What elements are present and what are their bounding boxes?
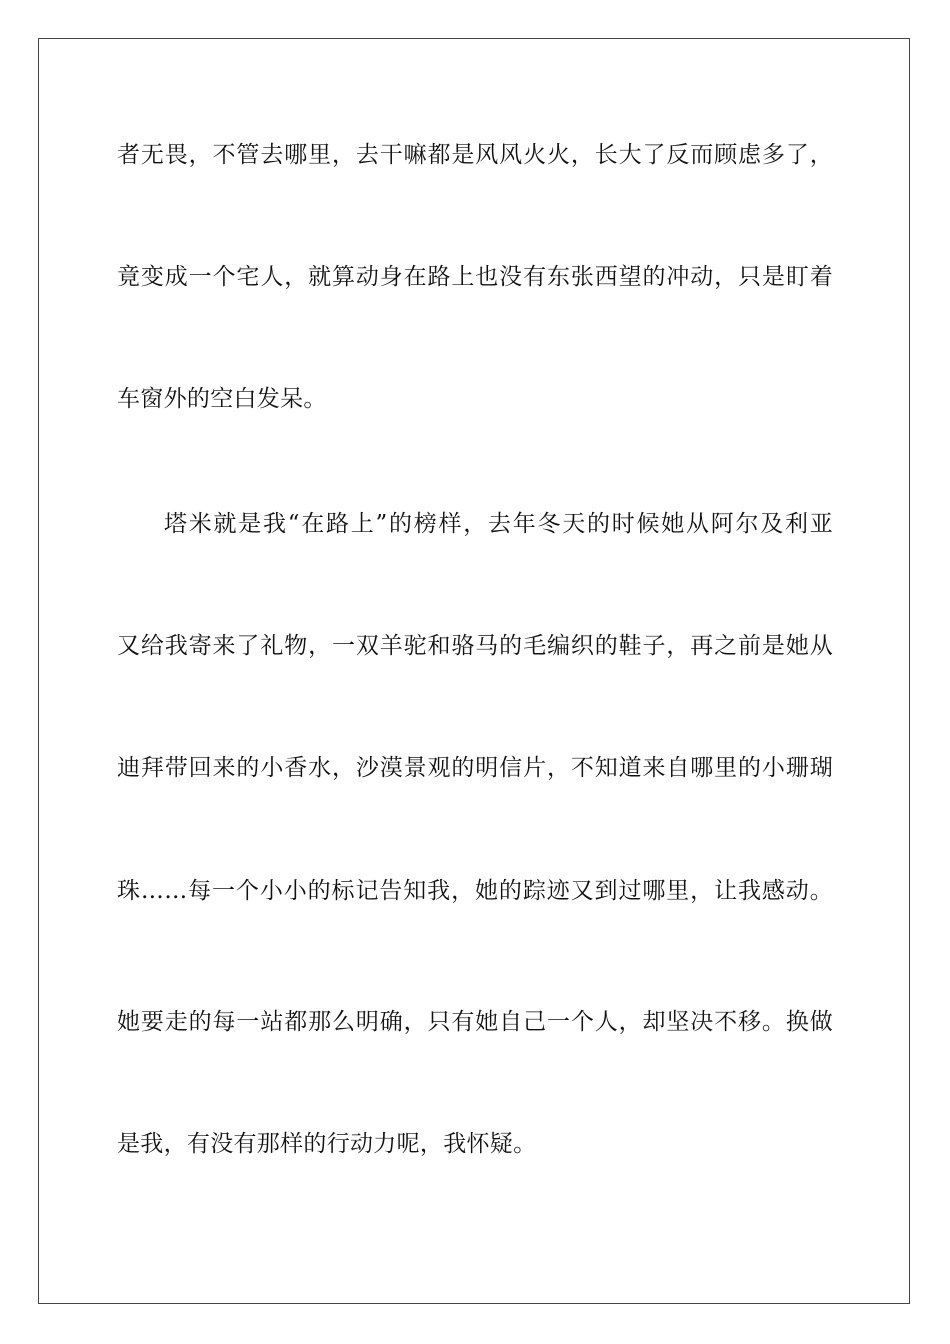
paragraph-1-line-1: 者无畏，不管去哪里，去干嘛都是风风火火，长大了反而顾虑多了， [117,142,833,168]
page-border [38,38,910,1304]
paragraph-2-line-6: 是我，有没有那样的行动力呢，我怀疑。 [117,1131,537,1157]
paragraph-2-line-5: 她要走的每一站都那么明确，只有她自己一个人，却坚决不移。换做 [117,1009,833,1035]
paragraph-2-line-4: 珠……每一个小小的标记告知我，她的踪迹又到过哪里，让我感动。 [117,878,833,904]
paragraph-2-line-2: 又给我寄来了礼物，一双羊驼和骆马的毛编织的鞋子，再之前是她从 [117,633,833,659]
paragraph-1-line-3: 车窗外的空白发呆。 [117,386,327,412]
paragraph-1-line-2: 竟变成一个宅人，就算动身在路上也没有东张西望的冲动，只是盯着 [117,264,833,290]
paragraph-2-line-1: 塔米就是我“在路上”的榜样，去年冬天的时候她从阿尔及利亚 [164,511,833,537]
paragraph-2-line-3: 迪拜带回来的小香水，沙漠景观的明信片，不知道来自哪里的小珊瑚 [117,755,833,781]
